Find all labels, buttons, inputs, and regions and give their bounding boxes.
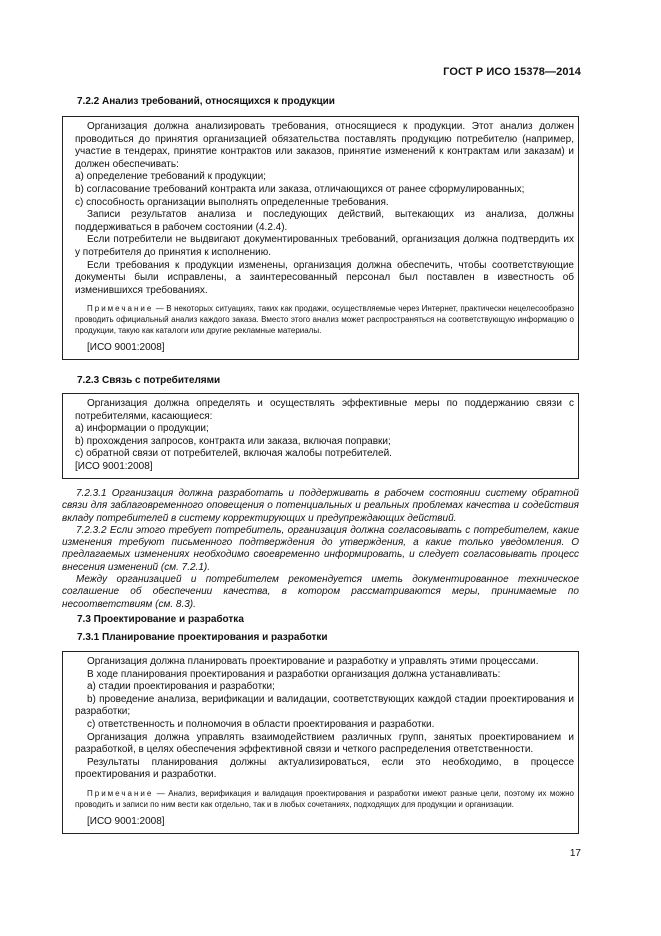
list-item: c) обратной связи от потребителей, включая жалобы потребителей. bbox=[75, 448, 392, 460]
note-label: Примечание bbox=[87, 304, 154, 314]
section-title-7-2-3: 7.2.3 Связь с потребителями bbox=[77, 375, 221, 386]
list-item: b) проведение анализа, верификации и валидации, соответствующих каждой стадии проектирования и разработки; bbox=[75, 693, 574, 718]
requirement-box-7-2-3 bbox=[62, 393, 579, 479]
list-item: a) определение требований к продукции; bbox=[75, 171, 266, 183]
paragraph: Если потребители не выдвигают документированных требований, организация должна подтвердить их у потребителя до принятия к исполнению. bbox=[75, 234, 574, 258]
note bbox=[75, 788, 574, 810]
list-item: a) информации о продукции; bbox=[75, 423, 209, 435]
list-item: b) согласование требований контракта или заказа, отличающихся от ранее сформулированных; bbox=[75, 183, 525, 195]
paragraph: 7.2.3.1 Организация должна разработать и поддерживать в рабочем состоянии систему обратной связи для заблаговременного оповещения о потенциальных и реальных проблемах качества и содействия вкладу потребителей в систему корректирующих и предупреждающих действий. bbox=[62, 488, 579, 524]
note bbox=[75, 303, 574, 336]
paragraph: Результаты планирования должны актуализироваться, если это необходимо, в процессе проектирования и разработки. bbox=[75, 756, 574, 781]
document-header: ГОСТ Р ИСО 15378—2014 bbox=[443, 66, 581, 78]
requirement-box-7-2-2 bbox=[62, 116, 579, 360]
note-text: — В некоторых ситуациях, таких как продажи, осуществляемые через Интернет, практически нецелесообразно проводить официальный анализ каждого заказа. Вместо этого анализ может распространяться на соответствующую информацию о продукции, такую как каталоги или другие рекламные материалы. bbox=[75, 304, 574, 336]
paragraph: Организация должна планировать проектирование и разработку и управлять этими процессами. bbox=[87, 656, 539, 667]
paragraph: В ходе планирования проектирования и разработки организация должна устанавливать: bbox=[87, 668, 501, 680]
list-item: c) ответственность и полномочия в области проектирования и разработки. bbox=[87, 718, 435, 730]
paragraph: Организация должна определять и осуществлять эффективные меры по поддержанию связи с потребителями, касающиеся: bbox=[75, 398, 574, 422]
list-item: c) способность организации выполнять определенные требования. bbox=[75, 196, 389, 208]
requirement-box-7-3-1 bbox=[62, 651, 579, 834]
source-reference: [ИСО 9001:2008] bbox=[87, 342, 165, 354]
section-title-7-3-1: 7.3.1 Планирование проектирования и разработки bbox=[77, 632, 328, 643]
source-reference: [ИСО 9001:2008] bbox=[87, 815, 165, 827]
supplementary-requirements bbox=[62, 488, 579, 611]
paragraph: Между организацией и потребителем рекомендуется иметь документированное техническое соглашение об обеспечении качества, в котором рассматриваются меры, принимаемые по несоответствиям (см. 8.3). bbox=[62, 574, 579, 610]
paragraph: 7.2.3.2 Если этого требует потребитель, организация должна согласовывать с потребителем, какие изменения требуют письменного подтверждения до утверждения, а какие только уведомления. О предлагаемых изменениях необходимо своевременно информировать, и следует согласовывать процесс внесения изменений (см. 7.2.1). bbox=[62, 524, 579, 573]
note-text: — Анализ, верификация и валидация проектирования и разработки имеют разные цели, поэтому их можно проводить и записи по ним вести как отдельно, так и в любых сочетаниях, подходящих для продукции и организации. bbox=[75, 788, 574, 809]
section-title-7-2-2: 7.2.2 Анализ требований, относящихся к продукции bbox=[77, 96, 335, 107]
list-item: a) стадии проектирования и разработки; bbox=[87, 681, 275, 693]
note-label: Примечание bbox=[87, 788, 154, 798]
paragraph: Записи результатов анализа и последующих действий, вытекающих из анализа, должны поддерживаться в рабочем состоянии (4.2.4). bbox=[75, 209, 574, 233]
list-item: b) прохождения запросов, контракта или заказа, включая поправки; bbox=[75, 435, 391, 447]
paragraph: Организация должна анализировать требования, относящиеся к продукции. Этот анализ должен проводиться до принятия организацией обязательства поставлять продукцию потребителю (например, участие в тендерах, принятие контрактов или заказов, принятие изменений к контрактам или заказам) и должен обеспечивать: bbox=[75, 121, 574, 170]
paragraph: Организация должна управлять взаимодействием различных групп, занятых проектированием и разработкой, в целях обеспечения эффективной связи и четкого распределения ответственности. bbox=[75, 731, 574, 756]
source-reference: [ИСО 9001:2008] bbox=[75, 460, 153, 472]
paragraph: Если требования к продукции изменены, организация должна обеспечить, чтобы соответствующие документы были исправлены, а заинтересованный персонал был поставлен в известность об изменившихся требованиях. bbox=[75, 259, 574, 296]
section-title-7-3: 7.3 Проектирование и разработка bbox=[77, 614, 244, 625]
page-number: 17 bbox=[569, 848, 581, 859]
